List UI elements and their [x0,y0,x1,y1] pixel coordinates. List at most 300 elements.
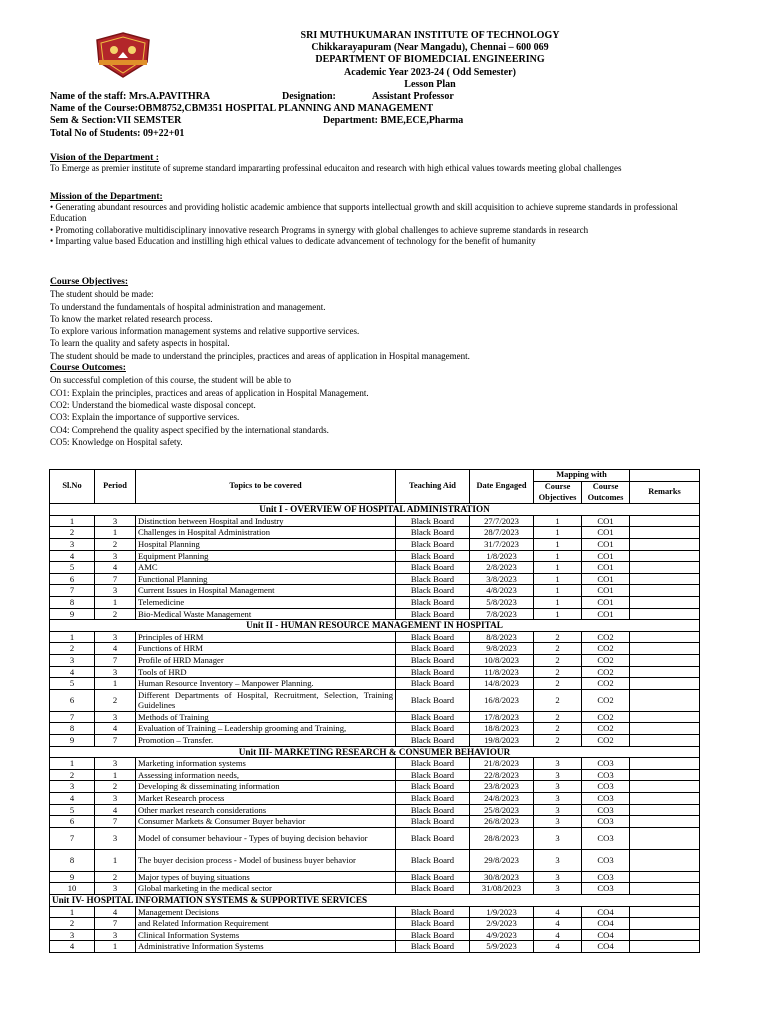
vision-heading: Vision of the Department : [50,152,159,163]
cell-objective: 4 [534,906,582,918]
cell-objective: 1 [534,527,582,539]
cell-topic: Different Departments of Hospital, Recruitment, Selection, Training Guidelines [136,689,396,711]
cell-period: 3 [95,827,136,849]
outcomes-heading: Course Outcomes: [50,362,126,374]
course-name: Name of the Course:OBM8752,CBM351 HOSPITAL PLANNING AND MANAGEMENT [50,103,434,115]
cell-date: 1/8/2023 [470,550,534,562]
cell-outcome: CO4 [582,918,630,930]
table-row [50,608,700,620]
vision-text: To Emerge as premier institute of supreme standard impararting professinal educaiton and research with high ethical values towards meeting global challenges [50,163,622,174]
cell-objective: 2 [534,735,582,747]
cell-topic: Challenges in Hospital Administration [136,527,396,539]
cell-objective: 3 [534,816,582,828]
cell-date: 1/9/2023 [470,906,534,918]
cell-date: 10/8/2023 [470,654,534,666]
cell-remarks [630,573,700,585]
cell-outcome: CO3 [582,849,630,871]
cell-teaching-aid: Black Board [396,596,470,608]
cell-outcome: CO3 [582,871,630,883]
cell-remarks [630,608,700,620]
cell-remarks [630,793,700,805]
cell-teaching-aid: Black Board [396,515,470,527]
cell-teaching-aid: Black Board [396,643,470,655]
document-type: Lesson Plan [404,78,456,90]
cell-teaching-aid: Black Board [396,883,470,895]
outcome-line: CO2: Understand the biomedical waste disposal concept. [50,399,256,410]
cell-outcome: CO3 [582,769,630,781]
unit-header-row [50,746,700,758]
cell-period: 4 [95,723,136,735]
cell-topic: Profile of HRD Manager [136,654,396,666]
cell-slno: 5 [50,562,95,574]
institute-name: SRI MUTHUKUMARAN INSTITUTE OF TECHNOLOGY [300,30,560,41]
cell-outcome: CO1 [582,573,630,585]
cell-teaching-aid: Black Board [396,816,470,828]
cell-period: 3 [95,711,136,723]
department-list: Department: BME,ECE,Pharma [323,115,464,127]
table-row [50,631,700,643]
cell-teaching-aid: Black Board [396,804,470,816]
cell-topic: Evaluation of Training – Leadership grooming and Training, [136,723,396,735]
cell-period: 7 [95,735,136,747]
outcome-line: On successful completion of this course, the student will be able to [50,375,291,386]
cell-remarks [630,666,700,678]
cell-objective: 3 [534,883,582,895]
cell-remarks [630,918,700,930]
outcome-line: CO5: Knowledge on Hospital safety. [50,436,183,447]
cell-topic: Functional Planning [136,573,396,585]
cell-topic: Marketing information systems [136,758,396,770]
cell-period: 1 [95,678,136,690]
cell-outcome: CO3 [582,758,630,770]
cell-outcome: CO3 [582,827,630,849]
department-name: DEPARTMENT OF BIOMEDCIAL ENGINEERING [315,54,545,66]
cell-outcome: CO1 [582,585,630,597]
cell-date: 9/8/2023 [470,643,534,655]
cell-objective: 3 [534,827,582,849]
cell-topic: Tools of HRD [136,666,396,678]
cell-outcome: CO3 [582,816,630,828]
cell-topic: Other market research considerations [136,804,396,816]
table-row [50,781,700,793]
objective-line: To know the market related research process. [50,313,213,324]
cell-topic: and Related Information Requirement [136,918,396,930]
cell-slno: 7 [50,827,95,849]
cell-topic: Principles of HRM [136,631,396,643]
outcome-line: CO4: Comprehend the quality aspect specified by the international standards. [50,424,329,435]
cell-objective: 1 [534,538,582,550]
cell-teaching-aid: Black Board [396,723,470,735]
vision-section [50,152,720,174]
table-row [50,643,700,655]
cell-teaching-aid: Black Board [396,918,470,930]
cell-topic: Model of consumer behaviour - Types of buying decision behavior [136,827,396,849]
cell-teaching-aid: Black Board [396,711,470,723]
total-students: Total No of Students: 09+22+01 [50,127,185,139]
cell-slno: 2 [50,643,95,655]
table-row [50,816,700,828]
cell-topic: Global marketing in the medical sector [136,883,396,895]
cell-period: 2 [95,871,136,883]
cell-topic: Human Resource Inventory – Manpower Planning. [136,678,396,690]
table-row [50,538,700,550]
cell-period: 3 [95,883,136,895]
cell-objective: 1 [534,608,582,620]
cell-outcome: CO3 [582,793,630,805]
cell-slno: 4 [50,666,95,678]
table-row [50,883,700,895]
cell-outcome: CO4 [582,929,630,941]
col-period: Period [95,470,136,504]
cell-outcome: CO3 [582,781,630,793]
cell-teaching-aid: Black Board [396,608,470,620]
table-row [50,918,700,930]
table-row [50,735,700,747]
cell-topic: The buyer decision process - Model of business buyer behavior [136,849,396,871]
cell-outcome: CO1 [582,550,630,562]
cell-period: 1 [95,941,136,953]
cell-slno: 8 [50,596,95,608]
cell-period: 7 [95,573,136,585]
cell-slno: 3 [50,654,95,666]
cell-topic: Management Decisions [136,906,396,918]
cell-outcome: CO2 [582,735,630,747]
table-row [50,929,700,941]
table-row [50,573,700,585]
cell-date: 22/8/2023 [470,769,534,781]
cell-remarks [630,883,700,895]
unit-header-row [50,620,700,632]
col-topics: Topics to be covered [136,470,396,504]
cell-remarks [630,631,700,643]
cell-teaching-aid: Black Board [396,562,470,574]
cell-teaching-aid: Black Board [396,941,470,953]
cell-slno: 2 [50,918,95,930]
cell-remarks [630,735,700,747]
cell-teaching-aid: Black Board [396,827,470,849]
cell-outcome: CO1 [582,538,630,550]
cell-remarks [630,804,700,816]
cell-topic: Major types of buying situations [136,871,396,883]
cell-period: 7 [95,918,136,930]
cell-slno: 4 [50,941,95,953]
cell-slno: 6 [50,816,95,828]
cell-objective: 1 [534,573,582,585]
cell-slno: 7 [50,585,95,597]
cell-remarks [630,643,700,655]
table-row [50,871,700,883]
cell-slno: 4 [50,550,95,562]
cell-topic: Telemedicine [136,596,396,608]
col-teaching-aid: Teaching Aid [396,470,470,504]
cell-outcome: CO4 [582,941,630,953]
table-row [50,596,700,608]
cell-topic: Current Issues in Hospital Management [136,585,396,597]
objective-line: To learn the quality and safety aspects in hospital. [50,338,230,349]
col-date-engaged: Date Engaged [470,470,534,504]
cell-topic: Functions of HRM [136,643,396,655]
cell-period: 3 [95,666,136,678]
objectives-section [50,276,720,448]
cell-outcome: CO2 [582,678,630,690]
cell-remarks [630,562,700,574]
cell-topic: Promotion – Transfer. [136,735,396,747]
cell-date: 31/08/2023 [470,883,534,895]
cell-outcome: CO2 [582,723,630,735]
table-row [50,769,700,781]
cell-objective: 2 [534,654,582,666]
cell-teaching-aid: Black Board [396,871,470,883]
cell-outcome: CO1 [582,562,630,574]
table-row [50,793,700,805]
cell-date: 18/8/2023 [470,723,534,735]
cell-topic: Assessing information needs, [136,769,396,781]
cell-remarks [630,906,700,918]
cell-slno: 4 [50,793,95,805]
cell-date: 19/8/2023 [470,735,534,747]
unit-header-row [50,895,700,907]
cell-teaching-aid: Black Board [396,929,470,941]
cell-remarks [630,585,700,597]
cell-topic: Methods of Training [136,711,396,723]
cell-topic: Hospital Planning [136,538,396,550]
cell-objective: 1 [534,585,582,597]
outcome-line: CO3: Explain the importance of supportive services. [50,412,240,423]
cell-outcome: CO2 [582,666,630,678]
cell-period: 1 [95,769,136,781]
cell-period: 3 [95,793,136,805]
cell-outcome: CO2 [582,654,630,666]
cell-date: 17/8/2023 [470,711,534,723]
cell-slno: 9 [50,735,95,747]
table-row [50,654,700,666]
objective-line: To understand the fundamentals of hospital administration and management. [50,301,326,312]
cell-remarks [630,941,700,953]
cell-outcome: CO3 [582,804,630,816]
cell-outcome: CO1 [582,527,630,539]
lesson-plan-table [49,469,700,953]
cell-date: 14/8/2023 [470,678,534,690]
cell-period: 4 [95,562,136,574]
cell-objective: 3 [534,849,582,871]
cell-objective: 2 [534,666,582,678]
cell-period: 7 [95,816,136,828]
table-row [50,515,700,527]
cell-objective: 2 [534,689,582,711]
table-header [50,470,700,504]
cell-teaching-aid: Black Board [396,527,470,539]
staff-name: Name of the staff: Mrs.A.PAVITHRA [50,91,211,102]
cell-outcome: CO2 [582,643,630,655]
cell-period: 3 [95,550,136,562]
cell-objective: 2 [534,678,582,690]
cell-remarks [630,816,700,828]
table-row [50,804,700,816]
cell-slno: 1 [50,758,95,770]
cell-objective: 2 [534,643,582,655]
col-remarks-top [630,470,700,482]
mission-item: • Promoting collaborative multidisciplinary innovative research Programs in synergy with global challenges to achieve supreme standards in research [50,224,589,235]
table-row [50,906,700,918]
designation-label: Designation: [282,91,336,102]
cell-date: 2/9/2023 [470,918,534,930]
cell-remarks [630,849,700,871]
cell-period: 2 [95,608,136,620]
cell-outcome: CO3 [582,883,630,895]
cell-date: 24/8/2023 [470,793,534,805]
cell-date: 28/7/2023 [470,527,534,539]
cell-teaching-aid: Black Board [396,735,470,747]
table-row [50,562,700,574]
cell-topic: Consumer Markets & Consumer Buyer behavior [136,816,396,828]
cell-outcome: CO2 [582,711,630,723]
table-row [50,758,700,770]
cell-remarks [630,515,700,527]
cell-slno: 2 [50,769,95,781]
unit-title: Unit IV- HOSPITAL INFORMATION SYSTEMS & SUPPORTIVE SERVICES [50,895,700,907]
cell-objective: 2 [534,723,582,735]
cell-date: 4/9/2023 [470,929,534,941]
cell-remarks [630,827,700,849]
cell-remarks [630,781,700,793]
cell-teaching-aid: Black Board [396,689,470,711]
objectives-heading: Course Objectives: [50,276,129,287]
cell-outcome: CO4 [582,906,630,918]
unit-title: Unit III- MARKETING RESEARCH & CONSUMER BEHAVIOUR [50,746,700,758]
cell-period: 1 [95,849,136,871]
col-remarks: Remarks [630,482,700,504]
cell-slno: 8 [50,849,95,871]
cell-outcome: CO1 [582,515,630,527]
cell-remarks [630,678,700,690]
cell-slno: 8 [50,723,95,735]
cell-slno: 9 [50,871,95,883]
course-meta [50,91,730,140]
cell-topic: Market Research process [136,793,396,805]
cell-objective: 4 [534,929,582,941]
cell-teaching-aid: Black Board [396,781,470,793]
cell-objective: 3 [534,758,582,770]
cell-date: 5/9/2023 [470,941,534,953]
table-row [50,678,700,690]
cell-teaching-aid: Black Board [396,550,470,562]
cell-period: 3 [95,585,136,597]
cell-objective: 3 [534,871,582,883]
cell-period: 1 [95,527,136,539]
cell-teaching-aid: Black Board [396,849,470,871]
cell-objective: 3 [534,769,582,781]
cell-date: 26/8/2023 [470,816,534,828]
cell-period: 3 [95,929,136,941]
cell-objective: 1 [534,596,582,608]
cell-teaching-aid: Black Board [396,631,470,643]
table-row [50,550,700,562]
cell-date: 21/8/2023 [470,758,534,770]
cell-date: 8/8/2023 [470,631,534,643]
objective-line: The student should be made to understand the principles, practices and areas of application in Hospital management. [50,350,470,361]
table-row [50,689,700,711]
cell-topic: AMC [136,562,396,574]
mission-item: • Generating abundant resources and providing holistic academic ambience that supports intellectual growth and skill acquisition to achieve supreme standards in professional Education [50,202,678,224]
cell-remarks [630,758,700,770]
col-mapping: Mapping with [534,470,630,482]
cell-period: 2 [95,781,136,793]
cell-topic: Distinction between Hospital and Industry [136,515,396,527]
cell-date: 27/7/2023 [470,515,534,527]
cell-period: 7 [95,654,136,666]
table-row [50,585,700,597]
table-row [50,527,700,539]
institute-address: Chikkarayapuram (Near Mangadu), Chennai – 600 069 [311,42,549,54]
cell-objective: 4 [534,918,582,930]
cell-slno: 1 [50,515,95,527]
cell-slno: 3 [50,538,95,550]
table-row [50,849,700,871]
cell-remarks [630,527,700,539]
institute-logo [94,32,152,78]
table-row [50,711,700,723]
cell-teaching-aid: Black Board [396,654,470,666]
cell-date: 4/8/2023 [470,585,534,597]
table-row [50,666,700,678]
cell-date: 11/8/2023 [470,666,534,678]
cell-date: 31/7/2023 [470,538,534,550]
cell-objective: 1 [534,562,582,574]
cell-remarks [630,550,700,562]
cell-outcome: CO2 [582,631,630,643]
table-row [50,723,700,735]
cell-period: 4 [95,643,136,655]
cell-date: 2/8/2023 [470,562,534,574]
cell-slno: 10 [50,883,95,895]
academic-year: Academic Year 2023-24 ( Odd Semester) [344,66,516,78]
col-slno: Sl.No [50,470,95,504]
objective-line: To explore various information management systems and relative supportive services. [50,326,360,337]
cell-date: 7/8/2023 [470,608,534,620]
cell-slno: 6 [50,573,95,585]
mission-item: • Imparting value based Education and instilling high ethical values to dedicate advancement of technology for the benefit of humanity [50,235,536,246]
cell-slno: 1 [50,631,95,643]
cell-objective: 3 [534,781,582,793]
cell-date: 25/8/2023 [470,804,534,816]
mission-section [50,191,720,247]
cell-period: 4 [95,906,136,918]
cell-objective: 2 [534,631,582,643]
cell-objective: 1 [534,550,582,562]
unit-title: Unit I - OVERVIEW OF HOSPITAL ADMINISTRATION [50,504,700,516]
cell-teaching-aid: Black Board [396,769,470,781]
cell-slno: 3 [50,929,95,941]
institute-header [190,30,670,91]
cell-objective: 2 [534,711,582,723]
designation-value: Assistant Professor [372,91,454,102]
col-course-objectives: Course Objectives [534,482,582,504]
cell-teaching-aid: Black Board [396,538,470,550]
table-row [50,827,700,849]
cell-date: 29/8/2023 [470,849,534,871]
cell-date: 3/8/2023 [470,573,534,585]
cell-slno: 5 [50,804,95,816]
cell-remarks [630,871,700,883]
cell-topic: Clinical Information Systems [136,929,396,941]
cell-date: 30/8/2023 [470,871,534,883]
col-course-outcomes: Course Outcomes [582,482,630,504]
cell-period: 2 [95,689,136,711]
cell-period: 4 [95,804,136,816]
unit-title: Unit II - HUMAN RESOURCE MANAGEMENT IN HOSPITAL [50,620,700,632]
cell-remarks [630,723,700,735]
cell-teaching-aid: Black Board [396,585,470,597]
